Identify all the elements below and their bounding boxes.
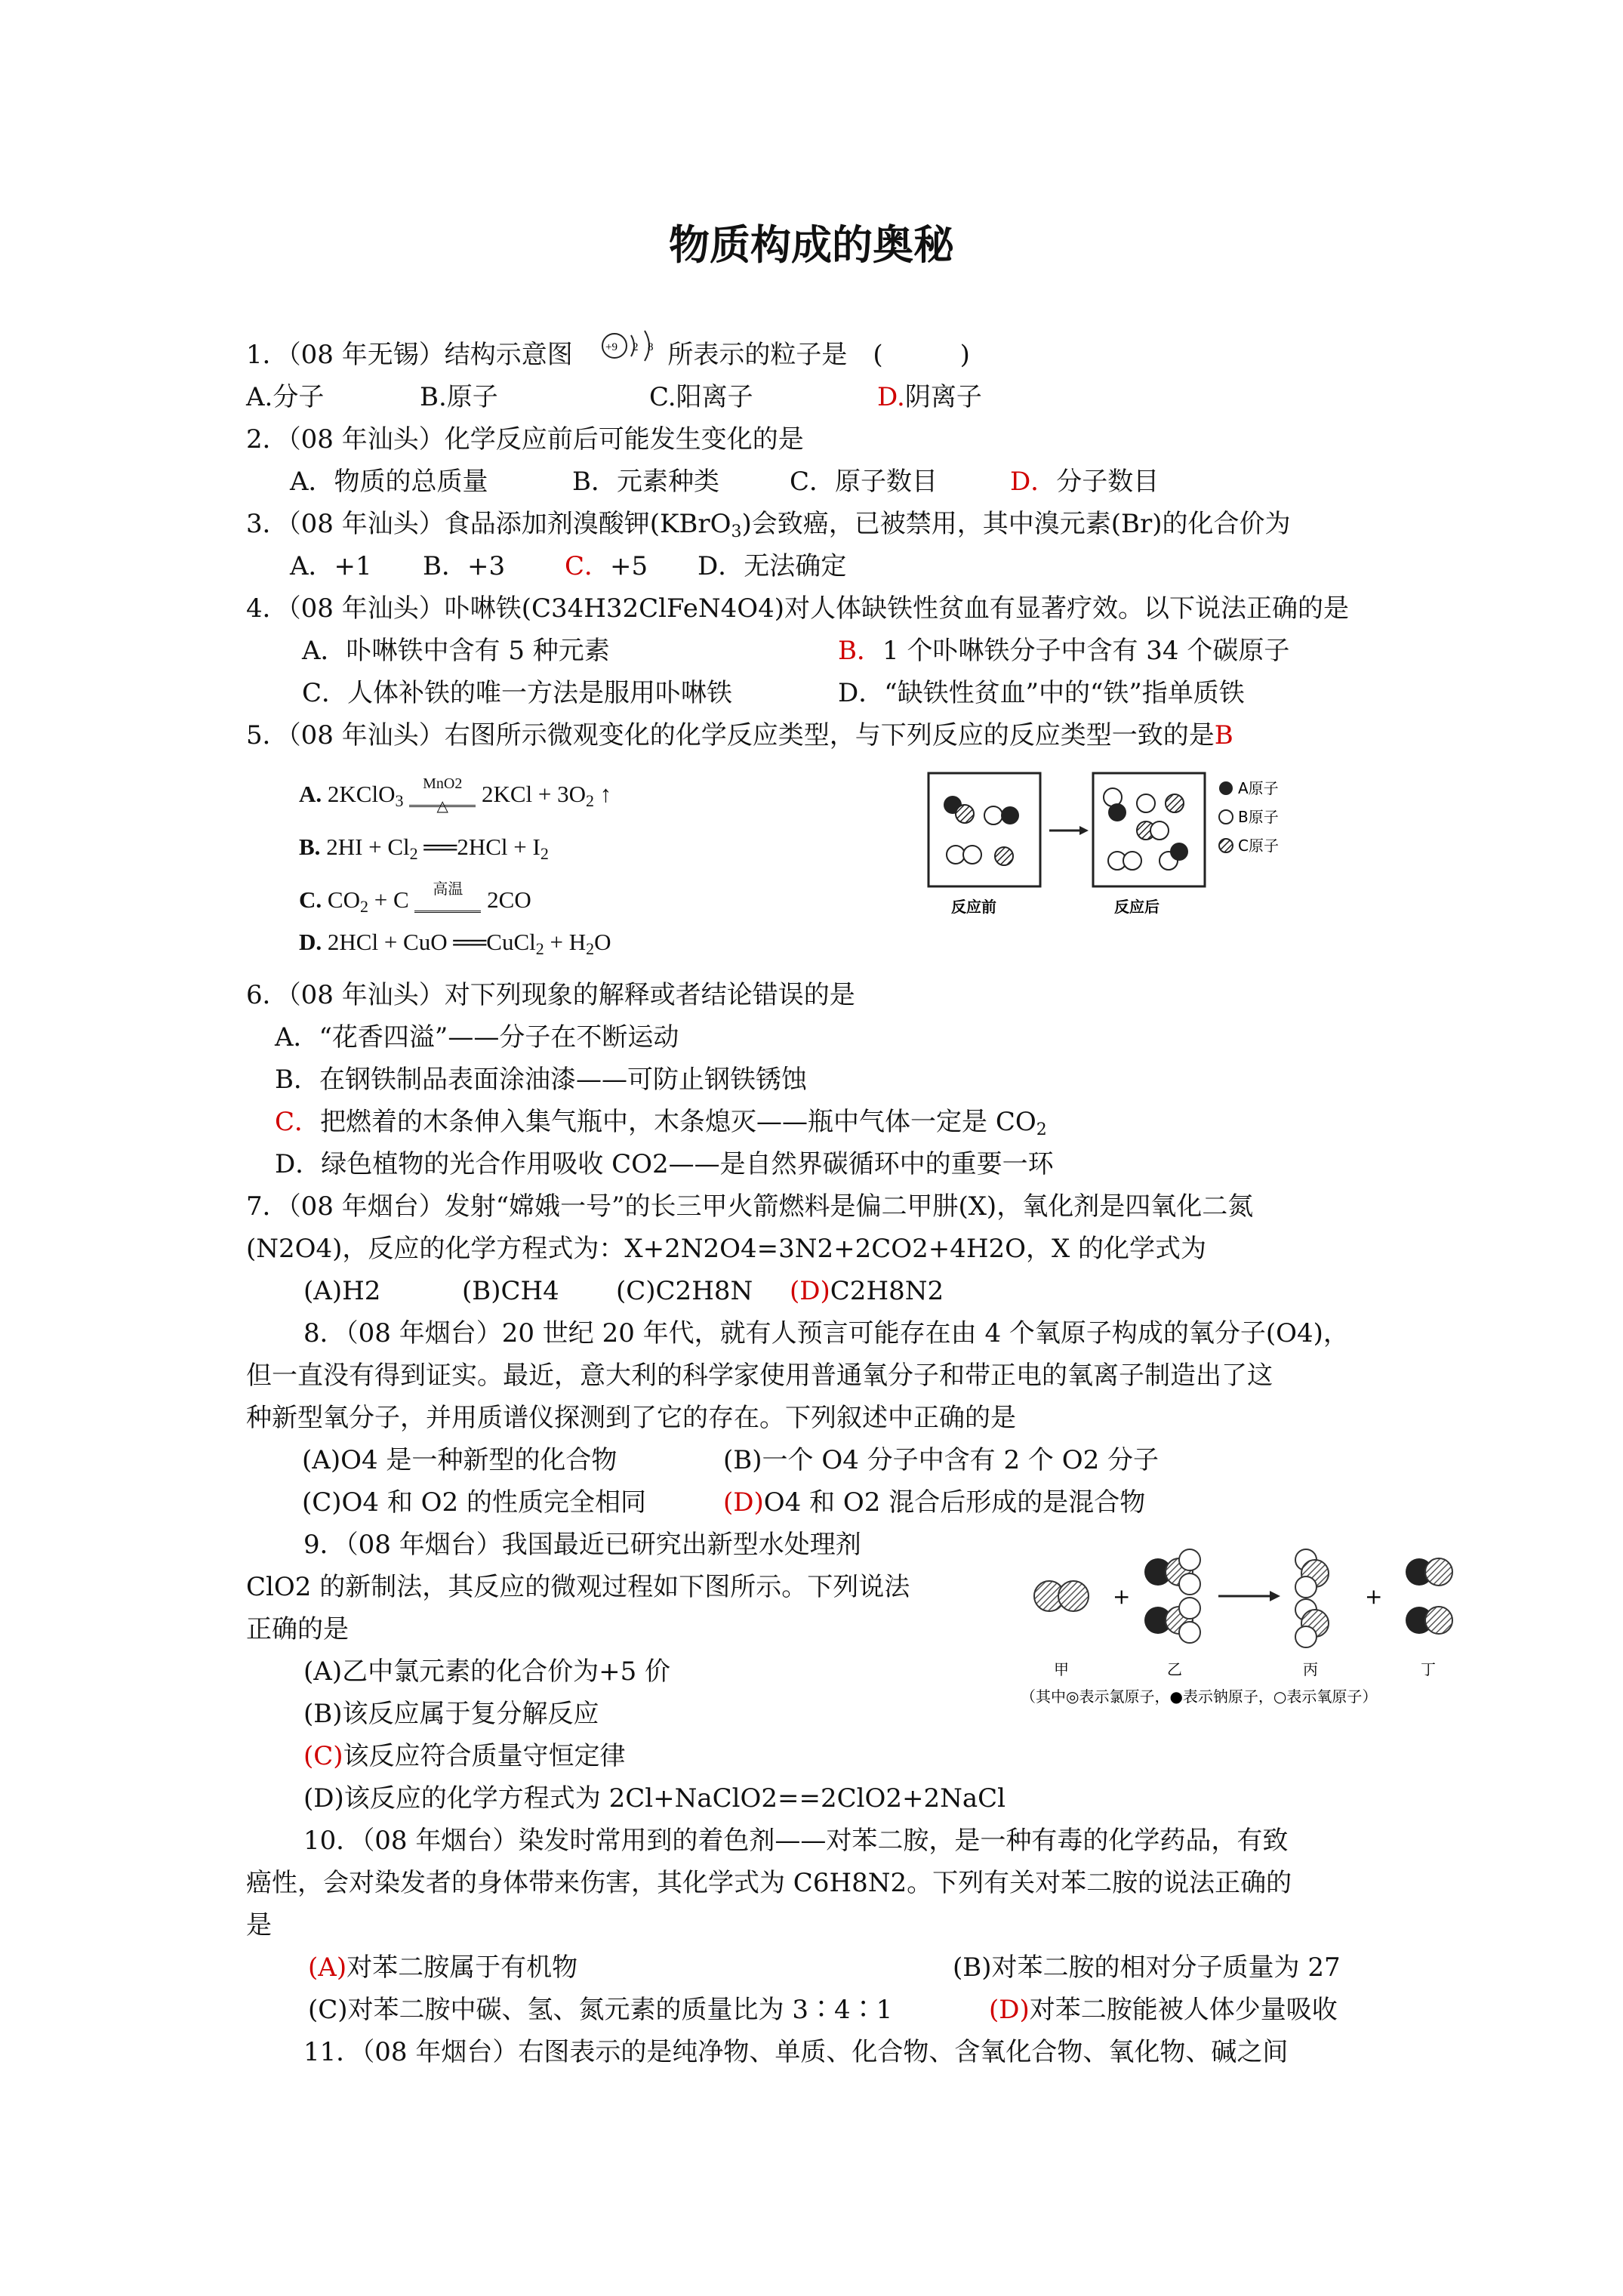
q2-option-b: B．元素种类	[572, 467, 719, 497]
label-ding: 丁	[1421, 1660, 1436, 1678]
legend-b-marker	[1219, 810, 1233, 824]
q7-stem-line1: 7．（08 年烟台）发射“嫦娥一号”的长三甲火箭燃料是偏二甲肼(X)，氧化剂是四氧化二氮	[246, 1191, 1254, 1222]
molecule-jia	[1034, 1581, 1089, 1611]
q3-answer-letter: C．	[565, 551, 611, 581]
q10-stem-line3: 是	[246, 1910, 272, 1940]
q3-option-a: A．+1	[290, 551, 372, 581]
q2-option-c: C．原子数目	[790, 467, 938, 497]
q9-reaction-figure	[1021, 1542, 1526, 1708]
q8-stem-line2: 但一直没有得到证实。最近，意大利的科学家使用普通氧分子和带正电的氧离子制造出了这	[246, 1361, 1273, 1391]
q7-option-a: (A)H2	[303, 1276, 381, 1306]
q8-answer-letter: (D)	[723, 1487, 764, 1518]
q8-option-c: (C)O4 和 O2 的性质完全相同	[302, 1487, 646, 1518]
q6-option-c: C．把燃着的木条伸入集气瓶中，木条熄灭——瓶中气体一定是 $CO_2$	[275, 1107, 1047, 1139]
q1-option-b: B.原子	[420, 382, 498, 412]
q1-answer-letter: D.	[877, 382, 905, 412]
q2-stem: 2．（08 年汕头）化学反应前后可能发生变化的是	[246, 424, 804, 455]
q1-option-d: D.阴离子	[877, 382, 982, 412]
atom-structure-diagram	[598, 323, 673, 368]
catalyst-label: MnO2	[423, 775, 463, 793]
page-title: 物质构成的奥秘	[669, 221, 954, 269]
q6-answer-letter: C．	[275, 1107, 321, 1137]
legend-b-label: B原子	[1238, 808, 1279, 826]
q10-option-b: (B)对苯二胺的相对分子质量为 27	[953, 1952, 1341, 1983]
q5-equation-c: C. $CO_2 + C$ 高温 2CO	[299, 882, 531, 918]
q2-option-d: D．分子数目	[1010, 467, 1160, 497]
heat-symbol: △	[436, 798, 448, 815]
q7-answer-letter: (D)	[790, 1276, 830, 1306]
q9-option-d: (D)该反应的化学方程式为 2Cl+NaClO2==2ClO2+2NaCl	[303, 1783, 1006, 1814]
q8-stem-line3: 种新型氧分子，并用质谱仪探测到了它的存在。下列叙述中正确的是	[246, 1403, 1016, 1433]
q5-answer: B	[1214, 720, 1233, 750]
label-yi: 乙	[1167, 1660, 1182, 1678]
svg-text:+: +	[1113, 1584, 1131, 1609]
q6-option-b: B．在钢铁制品表面涂油漆——可防止钢铁锈蚀	[275, 1065, 807, 1095]
q7-stem-line2: (N2O4)，反应的化学方程式为：X+2N2O4=3N2+2CO2+4H2O，X 的化学式为	[246, 1234, 1207, 1264]
molecule-ding	[1406, 1558, 1452, 1634]
q7-option-c: (C)C2H8N	[616, 1276, 753, 1306]
q9-option-a: (A)乙中氯元素的化合价为+5 价	[303, 1657, 671, 1687]
after-particles	[1104, 788, 1188, 870]
shell-1-count: 2	[633, 341, 639, 353]
q4-option-c: C．人体补铁的唯一方法是服用卟啉铁	[302, 678, 733, 708]
q9-answer-letter: (C)	[303, 1741, 343, 1771]
q10-answer-letter-a: (A)	[308, 1952, 347, 1983]
q10-option-a: (A)对苯二胺属于有机物	[308, 1952, 578, 1983]
legend-a-label: A原子	[1238, 779, 1279, 797]
q9-stem-line1: 9．（08 年烟台）我国最近已研究出新型水处理剂	[303, 1530, 861, 1560]
label-bing: 丙	[1303, 1660, 1318, 1678]
nucleus-charge: +9	[605, 341, 617, 353]
q6-option-d: D．绿色植物的光合作用吸收 CO2——是自然界碳循环中的重要一环	[275, 1149, 1054, 1179]
q2-option-a: A．物质的总质量	[290, 467, 488, 497]
q6-option-a: A．“花香四溢”——分子在不断运动	[275, 1022, 679, 1052]
q10-stem-line1: 10．（08 年烟台）染发时常用到的着色剂——对苯二胺，是一种有毒的化学药品，有致	[303, 1826, 1289, 1856]
before-particles	[944, 796, 1019, 865]
q8-option-a: (A)O4 是一种新型的化合物	[302, 1445, 617, 1475]
legend-c-marker	[1219, 839, 1233, 852]
q9-option-b: (B)该反应属于复分解反应	[303, 1699, 599, 1729]
q5-stem: 5．（08 年汕头）右图所示微观变化的化学反应类型，与下列反应的反应类型一致的是B	[246, 720, 1233, 750]
q1-option-c: C.阳离子	[649, 382, 753, 412]
q3-option-b: B．+3	[423, 551, 506, 581]
q6-stem: 6．（08 年汕头）对下列现象的解释或者结论错误的是	[246, 980, 855, 1010]
q10-stem-line2: 癌性，会对染发者的身体带来伤害，其化学式为 C6H8N2。下列有关对苯二胺的说法正确的	[246, 1868, 1292, 1898]
q9-option-c: (C)该反应符合质量守恒定律	[303, 1741, 626, 1771]
q4-option-d: D．“缺铁性贫血”中的“铁”指单质铁	[838, 678, 1245, 708]
high-temp-label: 高温	[433, 881, 463, 898]
molecule-yi	[1144, 1549, 1200, 1643]
q8-option-b: (B)一个 O4 分子中含有 2 个 O2 分子	[723, 1445, 1160, 1475]
before-box	[929, 773, 1040, 886]
q10-option-d: (D)对苯二胺能被人体少量吸收	[989, 1995, 1338, 2025]
q5-equation-d: D. 2HCl + CuO ══CuCl$_2$ + $H_2O$	[299, 929, 611, 958]
q3-stem: 3．（08 年汕头）食品添加剂溴酸钾(KBrO$_3$)会致癌，已被禁用，其中溴元素(Br)的化合价为	[246, 509, 1291, 541]
q3-option-c: C．+5	[565, 551, 648, 581]
q9-stem-line3: 正确的是	[246, 1614, 349, 1644]
q5-reaction-figure	[919, 766, 1297, 920]
q1-stem: 1．（08 年无锡）结构示意图 所表示的粒子是 ( )	[246, 340, 970, 370]
before-label: 反应前	[951, 898, 996, 916]
legend-c-label: C原子	[1238, 837, 1279, 855]
q8-stem-line1: 8．（08 年烟台）20 世纪 20 年代，就有人预言可能存在由 4 个氧原子构成的氧分子(O4)，	[303, 1318, 1349, 1348]
q8-option-d: (D)O4 和 O2 混合后形成的是混合物	[723, 1487, 1146, 1518]
q3-option-d: D．无法确定	[698, 551, 847, 581]
q4-answer-letter: B．	[838, 636, 882, 666]
q2-answer-letter: D．	[1010, 467, 1057, 497]
q5-equation-a: A. 2KClO$_3$ MnO2 △ $2KCl + 3O_2$ ↑	[299, 776, 611, 812]
q11-stem-line1: 11．（08 年烟台）右图表示的是纯净物、单质、化合物、含氧化合物、氧化物、碱之间	[303, 2037, 1289, 2067]
q5-equation-b: B. $2HI + Cl_2$ ══2HCl + $I_2$	[299, 834, 549, 863]
shell-2-count: 8	[648, 341, 654, 353]
svg-text:+: +	[1365, 1584, 1383, 1609]
legend-a-marker	[1219, 781, 1233, 795]
q9-stem-line2: ClO2 的新制法，其反应的微观过程如下图所示。下列说法	[246, 1572, 910, 1602]
q7-option-b: (B)CH4	[462, 1276, 559, 1306]
label-jia: 甲	[1054, 1660, 1069, 1678]
figure-caption: （其中◎表示氯原子，●表示钠原子，○表示氧原子）	[1021, 1687, 1378, 1706]
molecule-bing	[1295, 1549, 1329, 1647]
q4-option-b: B．1 个卟啉铁分子中含有 34 个碳原子	[838, 636, 1290, 666]
q7-option-d: (D)C2H8N2	[790, 1276, 944, 1306]
q4-option-a: A．卟啉铁中含有 5 种元素	[302, 636, 610, 666]
q1-option-a: A.分子	[246, 382, 325, 412]
after-label: 反应后	[1114, 898, 1160, 916]
q10-answer-letter-d: (D)	[989, 1995, 1030, 2025]
q10-option-c: (C)对苯二胺中碳、氢、氮元素的质量比为 3∶4∶1	[308, 1995, 893, 2025]
q4-stem: 4．（08 年汕头）卟啉铁(C34H32ClFeN4O4)对人体缺铁性贫血有显著疗效。以下说法正确的是	[246, 593, 1350, 624]
